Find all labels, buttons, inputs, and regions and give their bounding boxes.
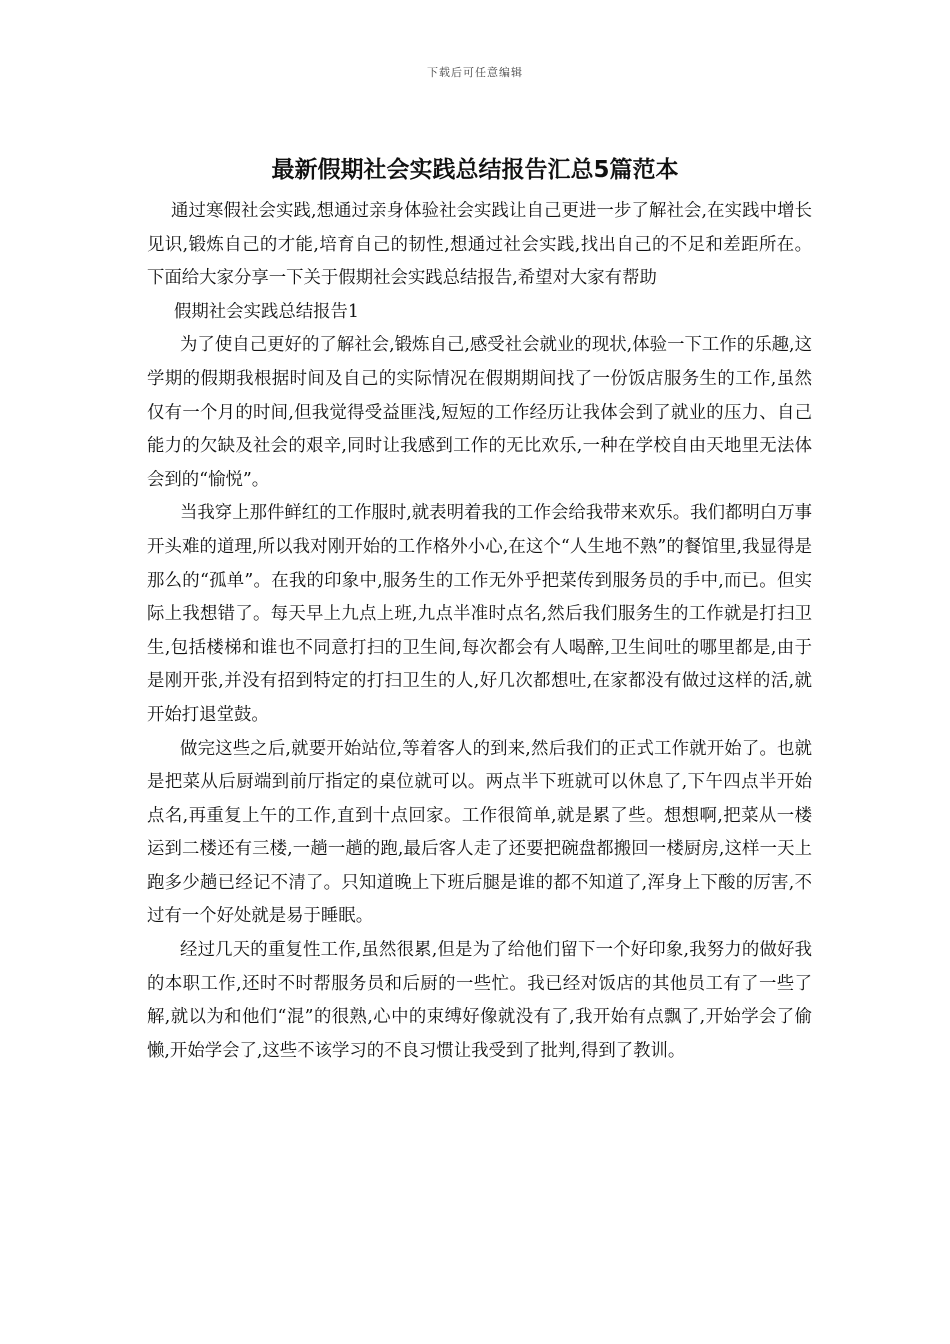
document-body bbox=[147, 195, 812, 1068]
document-title: 最新假期社会实践总结报告汇总5篇范本 bbox=[271, 157, 679, 183]
body-paragraph: 为了使自己更好的了解社会,锻炼自己,感受社会就业的现状,体验一下工作的乐趣,这学期的假期我根据时间及自己的实际情况在假期期间找了一份饭店服务生的工作,虽然仅有一个月的时间,但我觉得受益匪浅,短短的工作经历让我体会到了就业的压力、自己能力的欠缺及社会的艰辛,同时让我感到工作的无比欢乐,一种在学校自由天地里无法体会到的“愉悦”。 bbox=[147, 335, 812, 490]
body-paragraph: 经过几天的重复性工作,虽然很累,但是为了给他们留下一个好印象,我努力的做好我的本职工作,还时不时帮服务员和后厨的一些忙。我已经对饭店的其他员工有了一些了解,就以为和他们“混”的很熟,心中的束缚好像就没有了,我开始有点飘了,开始学会了偷懒,开始学会了,这些不该学习的不良习惯让我受到了批判,得到了教训。 bbox=[147, 940, 812, 1061]
body-paragraph: 做完这些之后,就要开始站位,等着客人的到来,然后我们的正式工作就开始了。也就是把菜从后厨端到前厅指定的桌位就可以。两点半下班就可以休息了,下午四点半开始点名,再重复上午的工作,直到十点回家。工作很简单,就是累了些。想想啊,把菜从一楼运到二楼还有三楼,一趟一趟的跑,最后客人走了还要把碗盘都搬回一楼厨房,这样一天上跑多少趟已经记不清了。只知道晚上下班后腿是谁的都不知道了,浑身上下酸的厉害,不过有一个好处就是易于睡眠。 bbox=[147, 738, 812, 927]
body-paragraph: 当我穿上那件鲜红的工作服时,就表明着我的工作会给我带来欢乐。我们都明白万事开头难的道理,所以我对刚开始的工作格外小心,在这个“人生地不熟”的餐馆里,我显得是那么的“孤单”。在我的印象中,服务生的工作无外乎把菜传到服务员的手中,而已。但实际上我想错了。每天早上九点上班,九点半准时点名,然后我们服务生的工作就是打扫卫生,包括楼梯和谁也不同意打扫的卫生间,每次都会有人喝醉,卫生间吐的哪里都是,由于是刚开张,并没有招到特定的打扫卫生的人,好几次都想吐,在家都没有做过这样的活,就开始打退堂鼓。 bbox=[147, 503, 812, 725]
section-heading: 假期社会实践总结报告1 bbox=[174, 301, 359, 322]
header-note: 下载后可任意编辑 bbox=[427, 66, 523, 79]
intro-paragraph: 通过寒假社会实践,想通过亲身体验社会实践让自己更进一步了解社会,在实践中增长见识,锻炼自己的才能,培育自己的韧性,想通过社会实践,找出自己的不足和差距所在。下面给大家分享一下关于假期社会实践总结报告,希望对大家有帮助 bbox=[147, 201, 812, 289]
